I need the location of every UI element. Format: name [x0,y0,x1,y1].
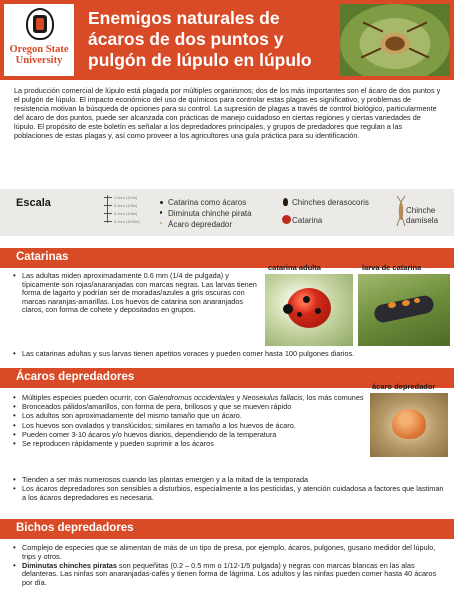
predatory-mite-dot-icon [160,222,162,224]
photo-caption: ácaro depredador [372,382,436,391]
list-text: y [234,393,243,402]
scale-item-label: Catarina como ácaros [168,198,247,207]
pirate-bug-dot-icon [160,211,162,214]
scale-label: Escala [16,197,51,209]
logo-line-1: Oregon State [9,44,69,55]
ruler-mark: 1.0cm (1/2in) [114,195,138,200]
list-item: • Las adultas miden aproximadamente 0.6 mm (1/4 de pulgada) y típicamente son rojas/anaranjadas con marcas negras. Las larvas tienen forma de lagarto y podrían ser de moradas/azules a gris oscuras con marcas naranjas-amarillas. Los huevos de catarina son anaranjados claros, con forma de cohete y depositados en grupos. [12,272,262,315]
page-title: Enemigos naturales de ácaros de dos puntos y pulgón de lúpulo en lúpulo [88,8,312,70]
acaros-bullets-wide [12,476,447,503]
list-item: • Los huevos son ovalados y translúcidos; similares en tamaño a los huevos de ácaro. [12,422,364,431]
ruler-mark: 0.5cm (1/5in) [114,203,138,208]
ladybug-larva-photo [358,274,450,346]
scale-item-label: Diminuta chinche pirata [168,209,252,218]
osu-logo [4,4,74,76]
adult-ladybug-photo [265,274,353,346]
bold-term: Diminutas chinches piratas [22,560,117,570]
list-item: • Los adultos son aproximadamente del mismo tamaño que un ácaro. [12,412,364,421]
logo-text [4,44,74,66]
scale-item-label: Ácaro depredador [168,220,233,229]
catarinas-bullets-wide [12,350,447,359]
list-item: • Los ácaros depredadores son sensibles a disturbios, especialmente a los pesticidas, y atención cuidadosa a factores que lastiman a los ácaros depredadores es necesaria. [12,485,447,502]
list-item: • Se reproducen rápidamente y pueden suprimir a los ácaros [12,440,364,449]
catarinas-bullets [12,272,262,316]
species-name: Galendromus occidentales [148,393,235,402]
header-banner [0,0,454,80]
list-text: Múltiples especies pueden ocurrir, con [22,393,149,402]
species-name: Neoseiulus fallacis [242,393,303,402]
scale-legend [0,189,454,236]
ruler-mark: 0.1cm (1/20in) [114,219,140,224]
section-title: Bichos depredadores [16,522,134,534]
scale-item-label: Catarina [292,216,323,225]
logo-line-2: University [15,55,63,66]
list-item [12,562,447,588]
deraeocoris-bug-icon [283,198,288,206]
list-item: • Complejo de especies que se alimentan de más de un tipo de presa, por ejemplo, ácaros, pulgones, gusano medidor del lúpulo, trips y otros. [12,544,447,561]
section-header-bichos [0,519,454,539]
section-title: Catarinas [16,251,69,263]
photo-caption: catarina adulta [268,263,321,272]
ruler-mark: 0.1cm (1/4in) [114,211,138,216]
list-text: , los más comunes [302,393,364,402]
list-item: • Tienden a ser más numerosos cuando las plantas emergen y a la mitad de la temporada [12,476,447,485]
scale-item-label: Chinche damisela [406,206,439,225]
section-title: Ácaros depredadores [16,371,135,383]
ladybug-icon [282,215,291,224]
predatory-mite-photo [370,393,448,457]
mite-ladybug-dot-icon [160,201,163,204]
list-text: son pequeñitas (0.2 – 0.5 mm o 1/12-1/5 pulgada) y negras con marcas blancas en las alas delanteras. Las ninfas son anaranjadas-cafés y tienen forma de lágrima. Los adultos y las ninfas pueden comer hasta 40 ácaros por día. [22,560,437,587]
list-item: • Bronceados pálidos/amarillos, con forma de pera, brillosos y que se mueven rápido [12,403,364,412]
osu-seal-icon [26,8,54,40]
scale-item-label: Chinches derasocoris [292,198,369,207]
intro-paragraph: La producción comercial de lúpulo está plagada por múltiples organismos; dos de los más importantes son el ácaro de dos puntos y el pulgón de lúpulo. El impacto económico del uso de químicos para controlar estas plagas es significativo, y problemas de resistencia motivan la búsqueda de opciones para su control. La supresión de plagas a través de control biológico, particularmente del ácaro de dos puntos, puede ser alcanzada con prácticas de manejo cuidadoso en ciertas regiones y ciertas variedades de lúpulo. El propósito de este boletín es señalar a los depredadores principales, y grupos de predadores que regulan a las poblaciones de estas plagas y, así como proveer a los agricultores una guía práctica para su identificación. [14,86,441,141]
photo-caption: larva de catarina [362,263,422,272]
bichos-bullets [12,544,447,588]
list-item: • Las catarinas adultas y sus larvas tienen apetitos voraces y pueden comer hasta 100 pulgones diarios. [12,350,447,359]
damsel-bug-icon [396,195,406,227]
list-item: • Pueden comer 3-10 ácaros y/o huevos diarios, dependiendo de la temperatura [12,431,364,440]
spider-mite-photo [340,4,450,76]
acaros-bullets [12,394,364,449]
scale-ruler [104,195,150,231]
